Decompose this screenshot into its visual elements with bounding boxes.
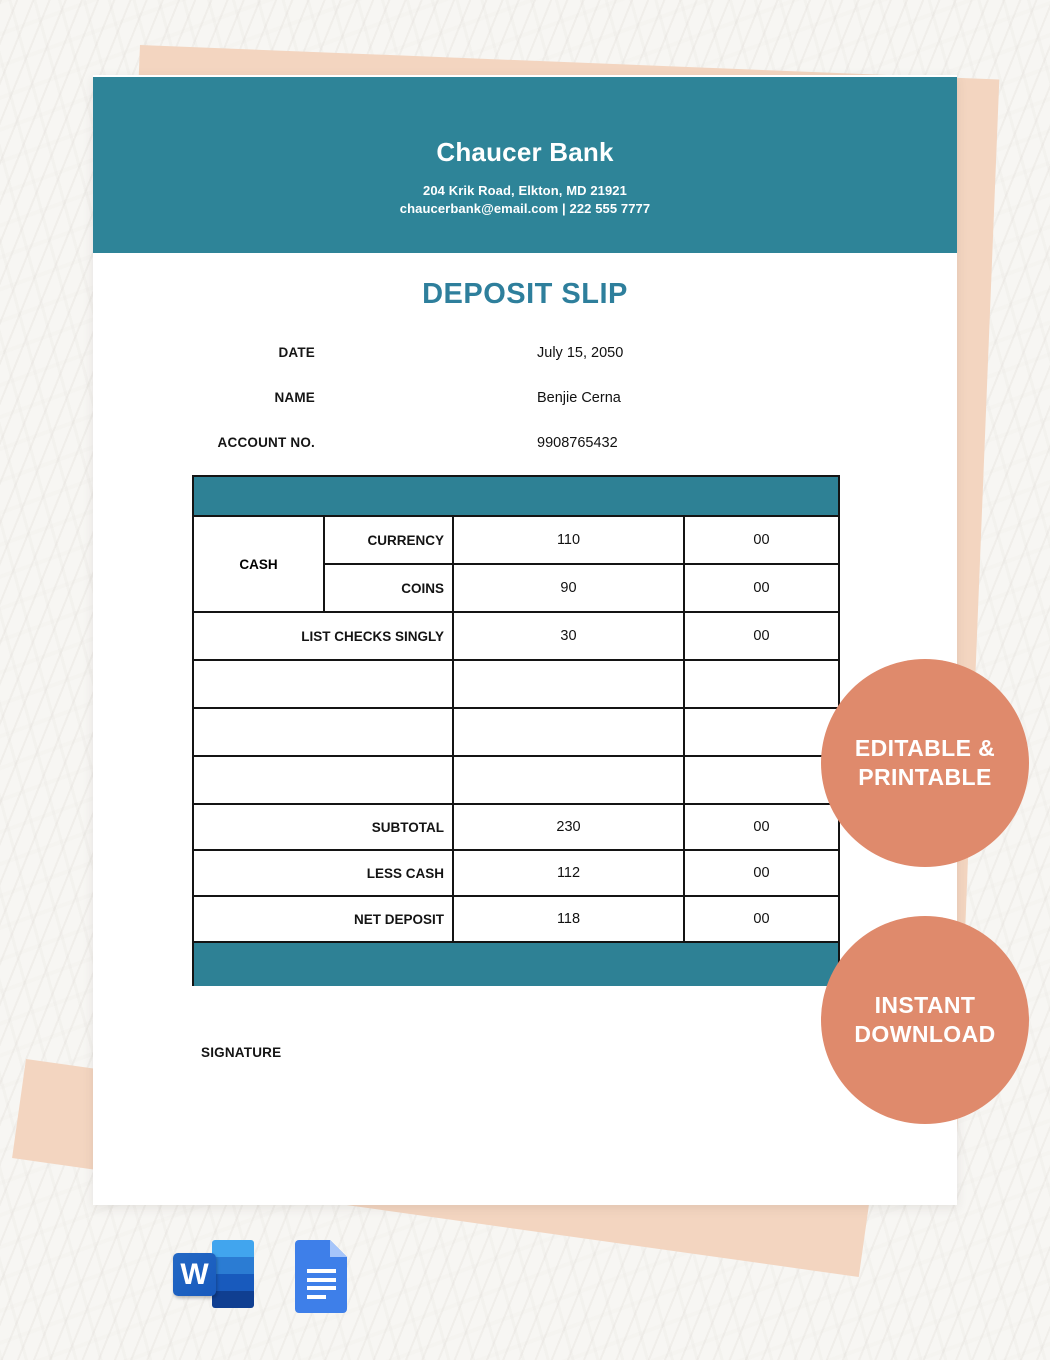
netdeposit-cents-cell: 00: [684, 896, 839, 942]
google-docs-icon[interactable]: [295, 1240, 347, 1313]
badge-line: PRINTABLE: [858, 764, 992, 790]
badge-line: DOWNLOAD: [854, 1021, 996, 1047]
word-document-shape: [212, 1240, 254, 1308]
table-header-band: [193, 476, 839, 516]
editable-printable-badge: [821, 659, 1029, 867]
table-footer-band: [193, 942, 839, 986]
coins-label-cell: COINS: [324, 564, 453, 612]
cash-label-cell: CASH: [193, 516, 324, 612]
currency-cents-cell: 00: [684, 516, 839, 564]
subtotal-amount-cell: 230: [453, 804, 684, 850]
docs-folded-corner: [330, 1240, 347, 1257]
table-row: [193, 612, 839, 660]
page-title: DEPOSIT SLIP: [422, 278, 628, 310]
teal-band-bottom: [193, 942, 839, 986]
deposit-table: [192, 475, 840, 986]
name-label: NAME: [274, 390, 315, 405]
bank-name: Chaucer Bank: [436, 136, 614, 167]
coins-cents-cell: 00: [684, 564, 839, 612]
teal-band-top: [193, 476, 839, 516]
date-value: July 15, 2050: [537, 345, 624, 361]
table-row-empty: [193, 708, 839, 756]
badge-line: INSTANT: [874, 992, 976, 1018]
coins-amount-cell: 90: [453, 564, 684, 612]
account-label: ACCOUNT NO.: [217, 435, 315, 450]
table-row-empty: [193, 660, 839, 708]
instant-download-badge: [821, 916, 1029, 1124]
table-row-empty: [193, 756, 839, 804]
subtotal-cents-cell: 00: [684, 804, 839, 850]
info-row-account: [93, 435, 957, 455]
table-row: [193, 804, 839, 850]
bank-address: 204 Krik Road, Elkton, MD 21921: [423, 182, 627, 198]
netdeposit-label-cell: NET DEPOSIT: [193, 896, 453, 942]
signature-label: SIGNATURE: [201, 1045, 282, 1060]
subtotal-label-cell: SUBTOTAL: [193, 804, 453, 850]
currency-label-cell: CURRENCY: [324, 516, 453, 564]
lesscash-cents-cell: 00: [684, 850, 839, 896]
netdeposit-amount-cell: 118: [453, 896, 684, 942]
table-row: [193, 896, 839, 942]
lesscash-amount-cell: 112: [453, 850, 684, 896]
microsoft-word-icon[interactable]: [173, 1239, 254, 1309]
info-row-name: [93, 390, 957, 410]
docs-text-lines: [307, 1269, 336, 1303]
table-row: [193, 516, 839, 564]
checks-amount-cell: 30: [453, 612, 684, 660]
date-label: DATE: [278, 345, 315, 360]
account-value: 9908765432: [537, 435, 618, 451]
bank-contact: chaucerbank@email.com | 222 555 7777: [399, 200, 651, 216]
info-row-date: [93, 345, 957, 365]
checks-cents-cell: 00: [684, 612, 839, 660]
lesscash-label-cell: LESS CASH: [193, 850, 453, 896]
bank-header-band: [93, 77, 957, 253]
table-row: [193, 850, 839, 896]
checks-label-cell: LIST CHECKS SINGLY: [193, 612, 453, 660]
name-value: Benjie Cerna: [537, 390, 621, 406]
badge-line: EDITABLE &: [854, 735, 996, 761]
currency-amount-cell: 110: [453, 516, 684, 564]
word-w-badge: W: [173, 1253, 216, 1296]
